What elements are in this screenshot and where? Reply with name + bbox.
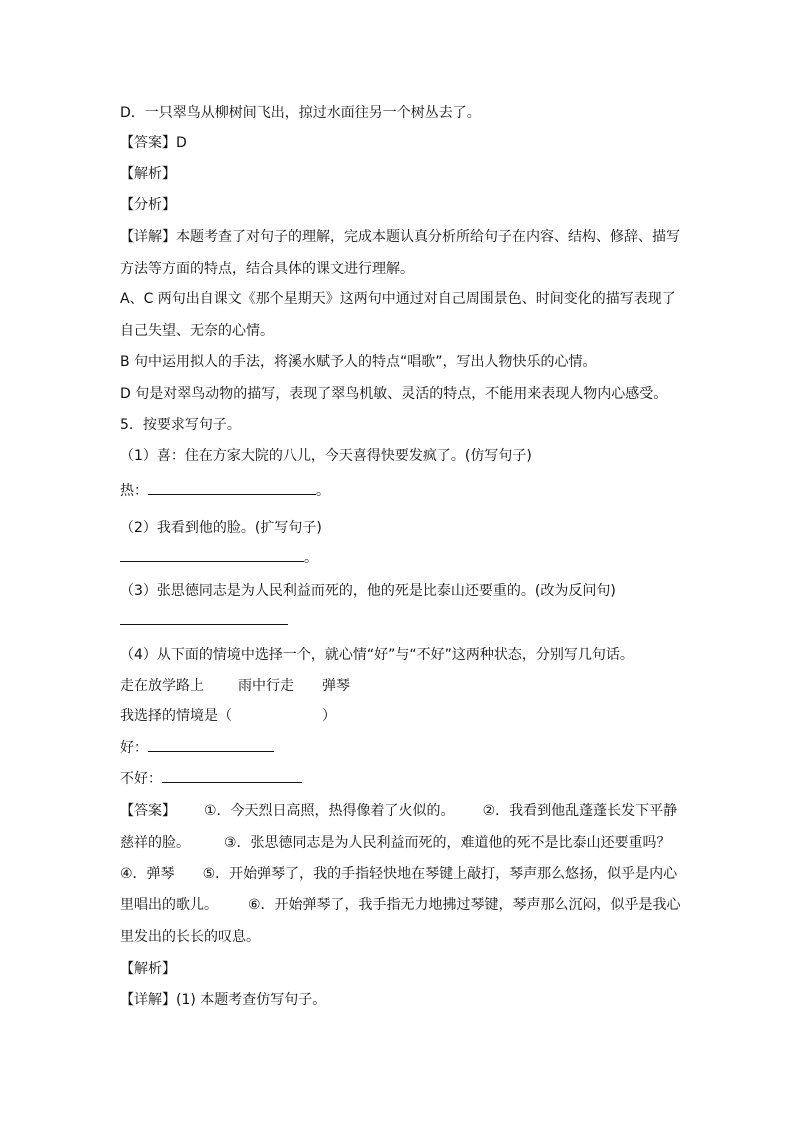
q5-title: 5．按要求写句子。 bbox=[120, 417, 241, 433]
q4-d-explanation: D 句是对翠鸟动物的描写，表现了翠鸟机敏、灵活的特点，不能用来表现人物内心感受。 bbox=[120, 386, 668, 402]
answer-4: ④．弹琴 bbox=[120, 866, 175, 882]
q5-4-bad-blank[interactable] bbox=[162, 770, 302, 783]
q5-3-answer-row bbox=[120, 612, 680, 630]
answer-label: 【答案】 bbox=[120, 803, 176, 819]
q4-option-d: D．一只翠鸟从柳树间飞出，掠过水面往另一个树丛去了。 bbox=[120, 105, 481, 121]
q4-detail-line-2: 方法等方面的特点，结合具体的课文进行理解。 bbox=[120, 261, 414, 277]
q5-1-answer-row bbox=[120, 482, 680, 500]
answer-row-4 bbox=[120, 896, 680, 914]
q5-2-answer-row bbox=[120, 549, 680, 567]
q5-3-prompt: （3）张思德同志是为人民利益而死的，他的死是比泰山还要重的。(改为反问句) bbox=[120, 583, 616, 599]
answer-6: ⑥．开始弹琴了，我手指无力地拂过琴键，琴声那么沉闷，似乎是我心 bbox=[248, 897, 681, 913]
q5-4-good-label: 好： bbox=[120, 740, 148, 756]
q5-4-bad-row bbox=[120, 770, 680, 788]
answer-row-3 bbox=[120, 865, 680, 883]
q5-1-prompt: （1）喜：住在方家大院的八儿，今天喜得快要发疯了。(仿写句子) bbox=[120, 448, 532, 464]
answer-2-continued: 慈祥的脸。 bbox=[120, 835, 190, 851]
q4-ac-line-1: A、C 两句出自课文《那个星期天》这两句中通过对自己周围景色、时间变化的描写表现了 bbox=[120, 291, 676, 307]
q5-4-option-3: 弹琴 bbox=[322, 678, 350, 694]
answer-5-continued: 里唱出的歌儿。 bbox=[120, 897, 218, 913]
q5-4-choice-row bbox=[120, 707, 680, 725]
q5-3-blank[interactable] bbox=[120, 612, 288, 625]
q5-4-choice-end: ） bbox=[322, 708, 336, 724]
q4-answer: 【答案】D bbox=[120, 135, 187, 151]
q5-detail: 【详解】(1) 本题考查仿写句子。 bbox=[120, 992, 327, 1008]
q5-4-good-blank[interactable] bbox=[148, 739, 274, 752]
answer-2: ②．我看到他乱蓬蓬长发下平静 bbox=[482, 803, 678, 819]
q5-1-end: 。 bbox=[316, 483, 330, 499]
answer-1: ①．今天烈日高照，热得像着了火似的。 bbox=[204, 803, 455, 819]
q5-4-option-1: 走在放学路上 bbox=[120, 678, 204, 694]
q5-2-prompt: （2）我看到他的脸。(扩写句子) bbox=[120, 520, 322, 536]
answer-row-1 bbox=[120, 802, 680, 820]
answer-6-continued: 里发出的长长的叹息。 bbox=[120, 929, 260, 945]
q4-analysis-heading: 【解析】 bbox=[120, 166, 176, 182]
q4-fenxi-heading: 【分析】 bbox=[120, 197, 176, 213]
q5-4-prompt: （4）从下面的情境中选择一个，就心情“好”与“不好”这两种状态，分别写几句话。 bbox=[120, 647, 634, 663]
q5-2-blank[interactable] bbox=[120, 549, 304, 562]
q5-1-label: 热： bbox=[120, 483, 148, 499]
q4-ac-line-2: 自己失望、无奈的心情。 bbox=[120, 323, 274, 339]
q5-analysis-heading: 【解析】 bbox=[120, 961, 176, 977]
q5-1-blank[interactable] bbox=[148, 482, 316, 495]
answer-5: ⑤．开始弹琴了，我的手指轻快地在琴键上敲打，琴声那么悠扬，似乎是内心 bbox=[202, 866, 678, 882]
q5-4-option-2: 雨中行走 bbox=[238, 678, 294, 694]
q4-detail-line-1: 【详解】本题考查了对句子的理解，完成本题认真分析所给句子在内容、结构、修辞、描写 bbox=[120, 229, 680, 245]
q5-4-good-row bbox=[120, 739, 680, 757]
q5-2-end: 。 bbox=[304, 550, 318, 566]
answer-row-5 bbox=[120, 928, 680, 946]
answer-row-2 bbox=[120, 834, 680, 852]
answer-3: ③．张思德同志是为人民利益而死的，难道他的死不是比泰山还要重吗？ bbox=[224, 835, 671, 851]
q5-4-options bbox=[120, 677, 680, 695]
q5-4-choice-label: 我选择的情境是（ bbox=[120, 708, 232, 724]
q5-4-bad-label: 不好： bbox=[120, 771, 162, 787]
q4-b-explanation: B 句中运用拟人的手法，将溪水赋予人的特点“唱歌”，写出人物快乐的心情。 bbox=[120, 354, 597, 370]
